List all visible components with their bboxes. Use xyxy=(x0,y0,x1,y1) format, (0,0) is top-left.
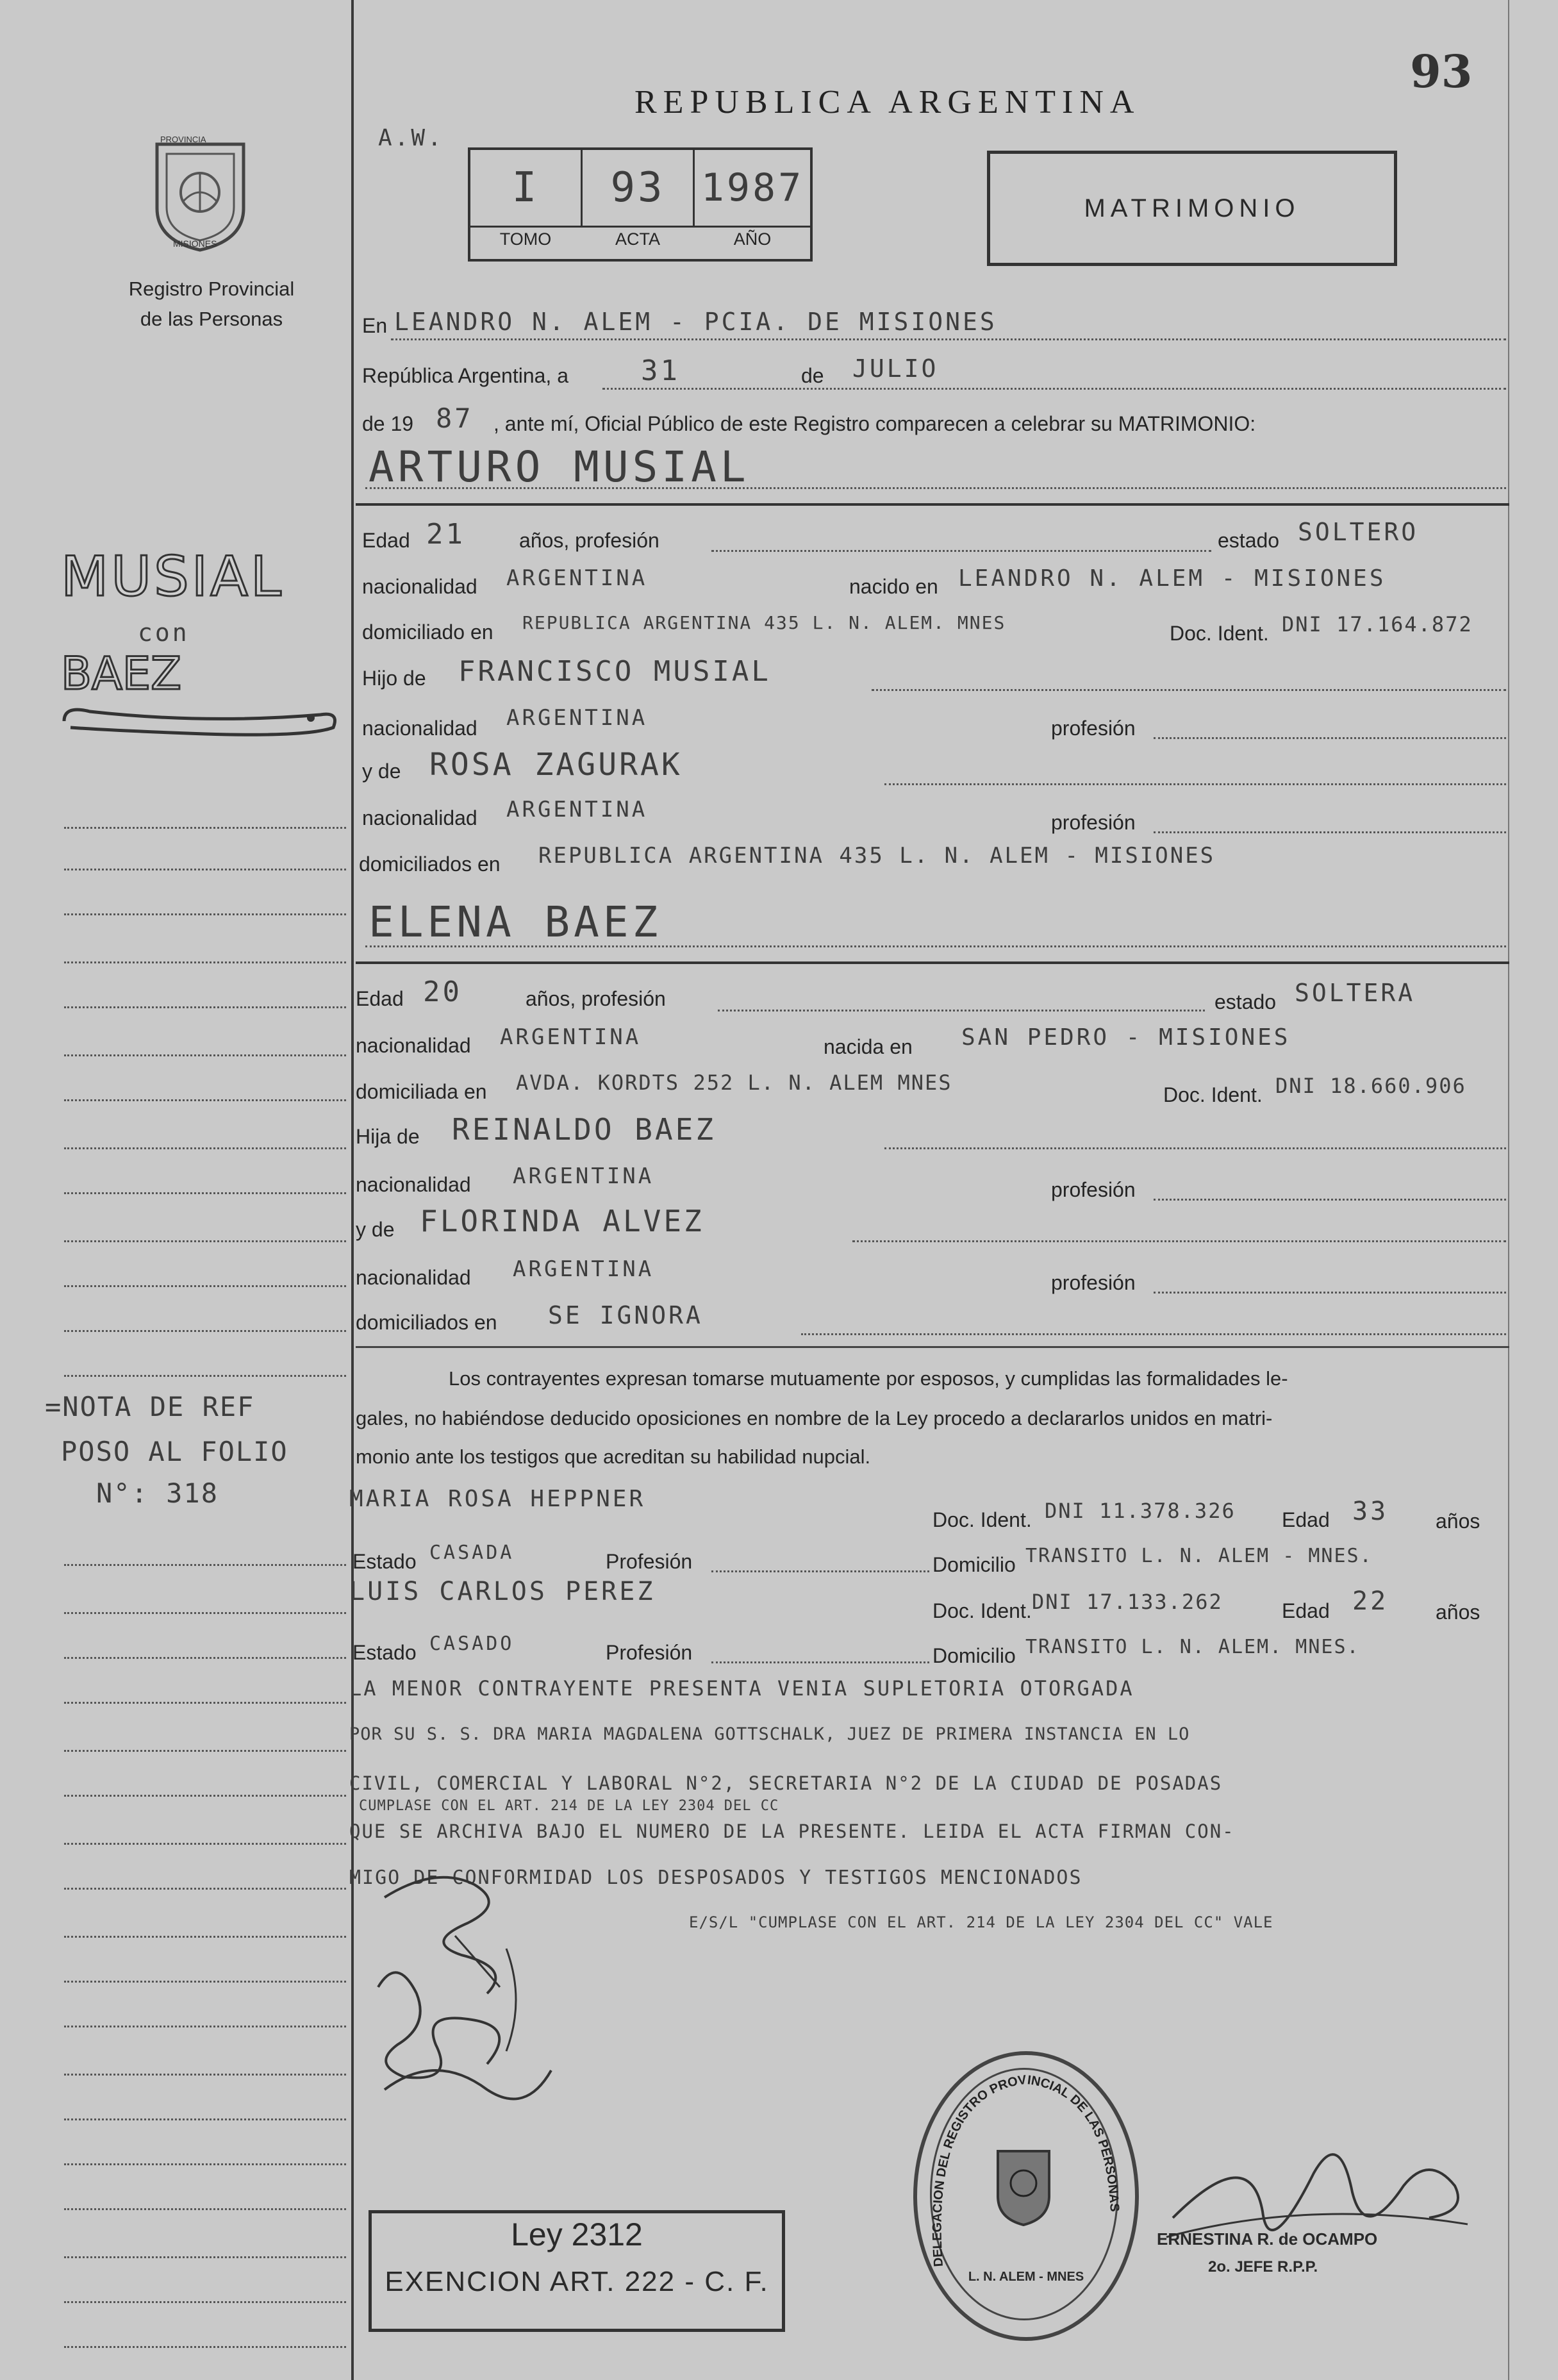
observation-footnote: E/S/L "CUMPLASE CON EL ART. 214 DE LA LEY 2304 DEL CC" VALE xyxy=(689,1913,1273,1931)
officer-title: 2o. JEFE R.P.P. xyxy=(1208,2258,1318,2276)
nacido-label: nacido en xyxy=(849,575,938,598)
field-line xyxy=(872,689,1506,691)
bride-name: ELENA BAEZ xyxy=(369,897,662,947)
field-line xyxy=(801,1333,1506,1335)
bride-mother-nac: ARGENTINA xyxy=(513,1256,654,1282)
domicilio-label: Domicilio xyxy=(932,1553,1016,1576)
province-seal-icon xyxy=(144,131,256,253)
doc-ident-label: Doc. Ident. xyxy=(932,1508,1032,1531)
bride-nacionalidad: ARGENTINA xyxy=(500,1024,642,1050)
estado-label: estado xyxy=(1214,990,1277,1013)
bride-edad: 20 xyxy=(423,976,462,1008)
field-line xyxy=(1154,737,1506,739)
groom-name: ARTURO MUSIAL xyxy=(369,442,750,492)
witness1-edad: 33 xyxy=(1352,1497,1389,1526)
field-line xyxy=(1154,1292,1506,1294)
anos-label: años xyxy=(1436,1510,1480,1533)
sidebar-line xyxy=(64,961,346,963)
sidebar-line xyxy=(64,913,346,915)
bride-nacida-en: SAN PEDRO - MISIONES xyxy=(961,1024,1291,1051)
acta-value: 93 xyxy=(610,164,665,212)
nacida-label: nacida en xyxy=(824,1035,913,1058)
sidebar-line xyxy=(64,2163,346,2165)
nacionalidad-label: nacionalidad xyxy=(356,1266,471,1289)
en-label: En xyxy=(362,314,388,337)
year-prefix: de 19 xyxy=(362,412,414,435)
sidebar-line xyxy=(64,1612,346,1614)
field-line xyxy=(711,550,1211,552)
witness2-estado: CASADO xyxy=(429,1633,515,1655)
groom-nacido-en: LEANDRO N. ALEM - MISIONES xyxy=(958,565,1386,592)
month-value: JULIO xyxy=(852,354,939,383)
witness1-estado: CASADA xyxy=(429,1542,515,1564)
groom-doc: DNI 17.164.872 xyxy=(1282,612,1473,637)
sidebar-line xyxy=(64,2074,346,2076)
sidebar-line xyxy=(64,1006,346,1008)
bride-father: REINALDO BAEZ xyxy=(452,1112,717,1147)
left-margin-rule xyxy=(351,0,354,2380)
document-type-label: MATRIMONIO xyxy=(1084,194,1300,222)
sidebar-line xyxy=(64,1285,346,1287)
sidebar-line xyxy=(64,1750,346,1752)
hijo-label: Hijo de xyxy=(362,667,426,690)
ano-value: 1987 xyxy=(700,165,804,210)
groom-domicilio: REPUBLICA ARGENTINA 435 L. N. ALEM. MNES xyxy=(522,612,1006,633)
field-line xyxy=(852,1240,1506,1242)
field-line xyxy=(365,945,1506,947)
profesion-label: profesión xyxy=(1051,1271,1136,1294)
doc-ident-label: Doc. Ident. xyxy=(1170,622,1269,645)
groom-father-nac: ARGENTINA xyxy=(506,705,648,731)
exemption-stamp xyxy=(369,2210,785,2332)
sidebar-line xyxy=(64,1564,346,1566)
sidebar-con: con xyxy=(138,619,190,647)
seal-bottom-text: L. N. ALEM - MNES xyxy=(968,2270,1084,2284)
estado-label: Estado xyxy=(352,1550,417,1573)
observation-line3: CIVIL, COMERCIAL Y LABORAL N°2, SECRETARIA N°2 DE LA CIUDAD DE POSADAS xyxy=(349,1772,1223,1794)
observation-line4: QUE SE ARCHIVA BAJO EL NUMERO DE LA PRESENTE. LEIDA EL ACTA FIRMAN CON- xyxy=(349,1820,1235,1842)
svg-text:DELEGACION DEL REGISTRO PROVIN xyxy=(931,2073,1122,2267)
sidebar-line xyxy=(64,1888,346,1890)
witness2-edad: 22 xyxy=(1352,1586,1389,1616)
day-value: 31 xyxy=(641,354,680,387)
registry-name-line2: de las Personas xyxy=(140,308,283,330)
witness2-doc: DNI 17.133.262 xyxy=(1032,1590,1223,1614)
signature-icon xyxy=(359,1859,570,2115)
witness1-doc: DNI 11.378.326 xyxy=(1045,1499,1236,1523)
sidebar-line xyxy=(64,1240,346,1242)
edad-label: Edad xyxy=(1282,1599,1330,1622)
observation-line2: POR SU S. S. DRA MARIA MAGDALENA GOTTSCHALK, JUEZ DE PRIMERA INSTANCIA EN LO xyxy=(349,1724,1190,1744)
section-divider xyxy=(356,1346,1509,1348)
field-line xyxy=(884,783,1506,785)
field-line xyxy=(1154,1199,1506,1201)
witness1-domicilio: TRANSITO L. N. ALEM - MNES. xyxy=(1025,1545,1373,1567)
sidebar-line xyxy=(64,2208,346,2210)
seal-top-text: DELEGACION DEL REGISTRO PROVINCIAL DE LAS PERSONAS xyxy=(930,2072,1122,2267)
sidebar-line xyxy=(64,1843,346,1845)
observation-line1: LA MENOR CONTRAYENTE PRESENTA VENIA SUPLETORIA OTORGADA xyxy=(349,1676,1134,1701)
sidebar-line xyxy=(64,1702,346,1704)
page-title: REPUBLICA ARGENTINA xyxy=(634,84,1141,121)
flourish-icon xyxy=(51,699,346,744)
sidebar-note-line3: N°: 318 xyxy=(96,1477,219,1509)
sidebar-line xyxy=(64,1330,346,1332)
estado-label: Estado xyxy=(352,1641,417,1664)
sidebar-surname-2: BAEZ xyxy=(61,647,182,700)
groom-mother-nac: ARGENTINA xyxy=(506,797,648,822)
domiciliado-label: domiciliado en xyxy=(362,620,493,644)
doc-ident-label: Doc. Ident. xyxy=(932,1599,1032,1622)
corner-note: A.W. xyxy=(378,125,444,151)
witness2-domicilio: TRANSITO L. N. ALEM. MNES. xyxy=(1025,1636,1360,1658)
field-line xyxy=(711,1570,929,1572)
witness2-name: LUIS CARLOS PEREZ xyxy=(349,1577,656,1606)
domiciliados-label: domiciliados en xyxy=(356,1311,497,1334)
officer-name: ERNESTINA R. de OCAMPO xyxy=(1157,2229,1378,2249)
registry-round-seal xyxy=(913,2051,1139,2341)
bride-estado: SOLTERA xyxy=(1295,979,1416,1007)
hija-label: Hija de xyxy=(356,1125,420,1148)
sidebar-line xyxy=(64,2256,346,2258)
field-line xyxy=(718,1010,1205,1011)
nacionalidad-label: nacionalidad xyxy=(356,1034,471,1057)
tomo-value: I xyxy=(511,164,540,212)
sidebar-line xyxy=(64,2346,346,2348)
doc-ident-label: Doc. Ident. xyxy=(1163,1083,1263,1106)
bride-doc: DNI 18.660.906 xyxy=(1275,1074,1466,1098)
nacionalidad-label: nacionalidad xyxy=(356,1173,471,1196)
sidebar-line xyxy=(64,1099,346,1101)
domiciliados-label: domiciliados en xyxy=(359,853,501,876)
sidebar-line xyxy=(64,1192,346,1194)
sidebar-line xyxy=(64,2118,346,2120)
observation-insert: CUMPLASE CON EL ART. 214 DE LA LEY 2304 DEL CC xyxy=(359,1798,779,1814)
sidebar-line xyxy=(64,1054,346,1056)
edad-label: Edad xyxy=(356,987,404,1010)
sidebar-surname-1: MUSIAL xyxy=(61,545,284,609)
sidebar-note-line2: POSO AL FOLIO xyxy=(61,1436,288,1467)
sidebar-line xyxy=(64,1795,346,1797)
profesion-label: Profesión xyxy=(606,1550,693,1573)
sidebar-line xyxy=(64,869,346,870)
profesion-label: Profesión xyxy=(606,1641,693,1664)
bride-father-nac: ARGENTINA xyxy=(513,1163,654,1189)
de-label: de xyxy=(801,364,824,387)
domiciliada-label: domiciliada en xyxy=(356,1080,487,1103)
groom-estado: SOLTERO xyxy=(1298,518,1419,546)
declaration-line1: Los contrayentes expresan tomarse mutuamente por esposos, y cumplidas las formalidades le- xyxy=(449,1367,1288,1390)
field-line xyxy=(711,1661,929,1663)
year-suffix: 87 xyxy=(436,403,474,434)
stamp-line2: EXENCION ART. 222 - C. F. xyxy=(385,2266,769,2297)
sidebar-line xyxy=(64,1657,346,1659)
nacionalidad-label: nacionalidad xyxy=(362,806,477,829)
anos-profesion-label: años, profesión xyxy=(519,529,659,552)
sidebar-line xyxy=(64,1936,346,1938)
groom-mother: ROSA ZAGURAK xyxy=(429,747,683,783)
field-line xyxy=(884,1147,1506,1149)
anos-profesion-label: años, profesión xyxy=(526,987,666,1010)
sidebar-line xyxy=(64,2026,346,2027)
estado-label: estado xyxy=(1218,529,1280,552)
bride-mother: FLORINDA ALVEZ xyxy=(420,1204,704,1238)
profesion-label: profesión xyxy=(1051,811,1136,834)
bride-parents-dom: SE IGNORA xyxy=(548,1301,703,1329)
registry-box xyxy=(468,147,813,262)
groom-nacionalidad: ARGENTINA xyxy=(506,565,648,591)
edad-label: Edad xyxy=(362,529,410,552)
page-number: 93 xyxy=(1410,45,1473,98)
profesion-label: profesión xyxy=(1051,717,1136,740)
declaration-line3: monio ante los testigos que acreditan su habilidad nupcial. xyxy=(356,1445,871,1468)
witness1-name: MARIA ROSA HEPPNER xyxy=(349,1486,646,1512)
stamp-line1: Ley 2312 xyxy=(511,2217,643,2252)
nacionalidad-label: nacionalidad xyxy=(362,575,477,598)
domicilio-label: Domicilio xyxy=(932,1644,1016,1667)
section-divider xyxy=(356,503,1509,506)
sidebar-line xyxy=(64,827,346,829)
profesion-label: profesión xyxy=(1051,1178,1136,1201)
tomo-label: TOMO xyxy=(499,229,552,249)
seal-text-bottom: MISIONES xyxy=(173,238,217,249)
sidebar-note-line1: =NOTA DE REF xyxy=(45,1391,255,1422)
observation-line5: MIGO DE CONFORMIDAD LOS DESPOSADOS Y TESTIGOS MENCIONADOS xyxy=(349,1867,1082,1889)
section-divider xyxy=(356,961,1509,964)
y-de-label: y de xyxy=(356,1218,395,1241)
place-value: LEANDRO N. ALEM - PCIA. DE MISIONES xyxy=(394,308,997,336)
groom-parents-dom: REPUBLICA ARGENTINA 435 L. N. ALEM - MISIONES xyxy=(538,843,1216,869)
seal-text-top: PROVINCIA xyxy=(160,135,206,144)
right-margin-rule xyxy=(1508,0,1509,2380)
acta-label: ACTA xyxy=(615,229,660,249)
sidebar-line xyxy=(64,2301,346,2303)
bride-domicilio: AVDA. KORDTS 252 L. N. ALEM MNES xyxy=(516,1070,952,1095)
sidebar-line xyxy=(64,1375,346,1377)
registry-name-line1: Registro Provincial xyxy=(128,278,295,300)
ante-text: , ante mí, Oficial Público de este Registro comparecen a celebrar su MATRIMONIO: xyxy=(493,412,1256,435)
y-de-label: y de xyxy=(362,760,401,783)
anos-label: años xyxy=(1436,1601,1480,1624)
seal-ring-text xyxy=(917,2055,1135,2337)
field-line xyxy=(391,338,1506,340)
field-line xyxy=(365,487,1506,489)
ano-label: AÑO xyxy=(733,229,772,249)
groom-father: FRANCISCO MUSIAL xyxy=(458,655,771,688)
field-line xyxy=(1154,831,1506,833)
field-line xyxy=(602,388,1506,390)
republic-label: República Argentina, a xyxy=(362,364,568,387)
sidebar-line xyxy=(64,1147,346,1149)
declaration-line2: gales, no habiéndose deducido oposiciones en nombre de la Ley procedo a declararlos unidos en matri- xyxy=(356,1407,1273,1429)
groom-edad: 21 xyxy=(426,518,465,551)
nacionalidad-label: nacionalidad xyxy=(362,717,477,740)
document-type-box xyxy=(987,151,1397,266)
edad-label: Edad xyxy=(1282,1508,1330,1531)
sidebar-line xyxy=(64,1981,346,1983)
